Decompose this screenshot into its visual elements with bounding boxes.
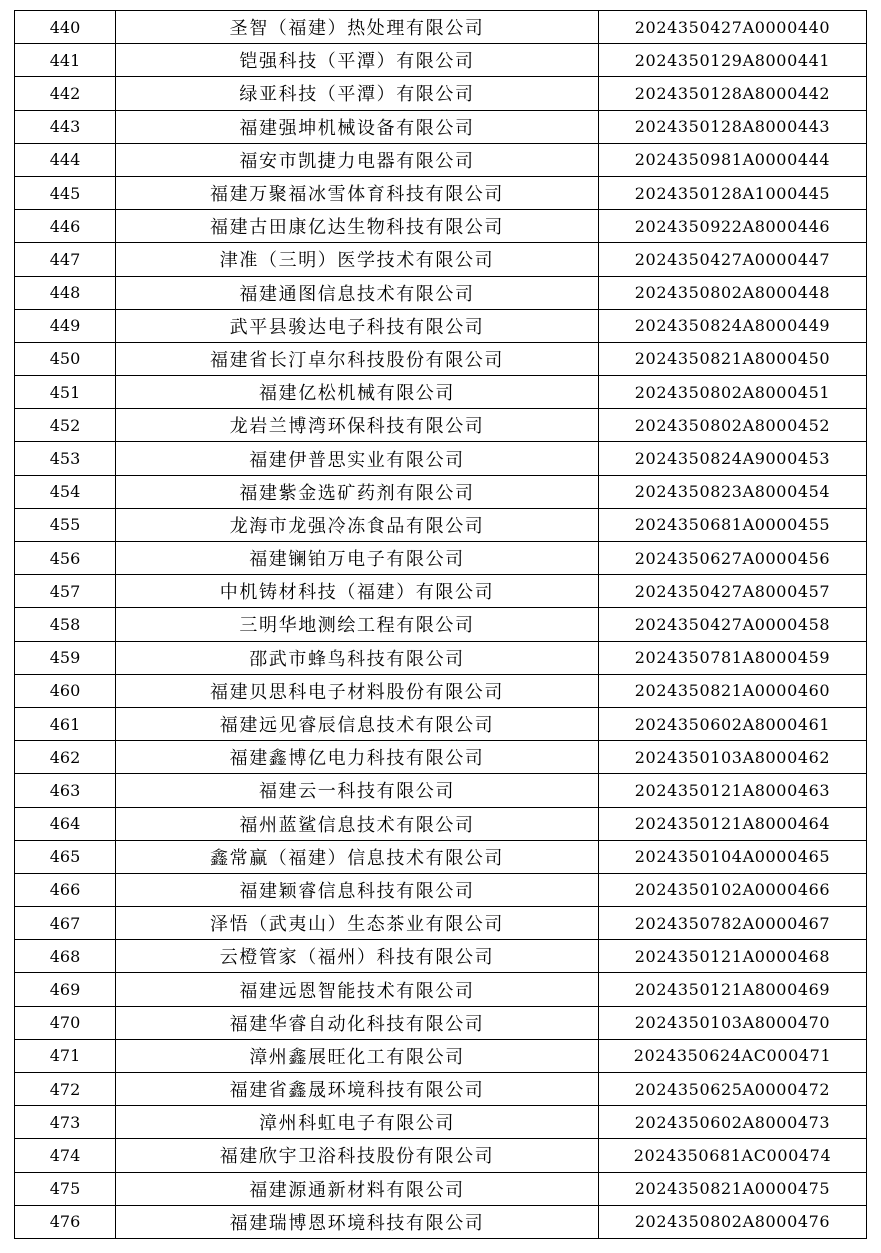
registration-code-cell: 2024350823A8000454 — [599, 475, 867, 508]
serial-number-cell: 457 — [15, 575, 116, 608]
serial-number-cell: 460 — [15, 674, 116, 707]
table-row — [15, 542, 867, 575]
registration-code-cell: 2024350624AC000471 — [599, 1039, 867, 1072]
registration-code-cell: 2024350681A0000455 — [599, 508, 867, 541]
registration-code-cell: 2024350602A8000473 — [599, 1106, 867, 1139]
serial-number-cell: 442 — [15, 77, 116, 110]
serial-number-cell: 445 — [15, 176, 116, 209]
company-name-cell: 福建贝思科电子材料股份有限公司 — [116, 674, 599, 707]
table-row — [15, 210, 867, 243]
table-row — [15, 807, 867, 840]
registration-code-cell: 2024350121A8000464 — [599, 807, 867, 840]
registration-code-cell: 2024350824A9000453 — [599, 442, 867, 475]
serial-number-cell: 448 — [15, 276, 116, 309]
registration-code-cell: 2024350821A0000460 — [599, 674, 867, 707]
company-name-cell: 泽悟（武夷山）生态茶业有限公司 — [116, 907, 599, 940]
serial-number-cell: 449 — [15, 309, 116, 342]
company-name-cell: 武平县骏达电子科技有限公司 — [116, 309, 599, 342]
company-name-cell: 福建伊普思实业有限公司 — [116, 442, 599, 475]
company-name-cell: 福建镧铂万电子有限公司 — [116, 542, 599, 575]
serial-number-cell: 443 — [15, 110, 116, 143]
table-row — [15, 11, 867, 44]
table-row — [15, 110, 867, 143]
table-row — [15, 176, 867, 209]
serial-number-cell: 471 — [15, 1039, 116, 1072]
registration-code-cell: 2024350627A0000456 — [599, 542, 867, 575]
company-name-cell: 鑫常赢（福建）信息技术有限公司 — [116, 840, 599, 873]
serial-number-cell: 461 — [15, 707, 116, 740]
company-name-cell: 福建远恩智能技术有限公司 — [116, 973, 599, 1006]
table-row — [15, 774, 867, 807]
company-name-cell: 福建云一科技有限公司 — [116, 774, 599, 807]
registration-code-cell: 2024350781A8000459 — [599, 641, 867, 674]
company-name-cell: 福建省长汀卓尔科技股份有限公司 — [116, 342, 599, 375]
serial-number-cell: 452 — [15, 409, 116, 442]
table-row — [15, 973, 867, 1006]
serial-number-cell: 447 — [15, 243, 116, 276]
serial-number-cell: 455 — [15, 508, 116, 541]
table-row — [15, 641, 867, 674]
registration-code-cell: 2024350802A8000448 — [599, 276, 867, 309]
serial-number-cell: 453 — [15, 442, 116, 475]
company-name-cell: 漳州鑫展旺化工有限公司 — [116, 1039, 599, 1072]
registration-code-cell: 2024350802A8000452 — [599, 409, 867, 442]
registration-code-cell: 2024350104A0000465 — [599, 840, 867, 873]
registration-code-cell: 2024350128A1000445 — [599, 176, 867, 209]
serial-number-cell: 466 — [15, 873, 116, 906]
serial-number-cell: 459 — [15, 641, 116, 674]
serial-number-cell: 456 — [15, 542, 116, 575]
serial-number-cell: 465 — [15, 840, 116, 873]
company-name-cell: 福建万聚福冰雪体育科技有限公司 — [116, 176, 599, 209]
table-row — [15, 608, 867, 641]
serial-number-cell: 467 — [15, 907, 116, 940]
company-name-cell: 龙岩兰博湾环保科技有限公司 — [116, 409, 599, 442]
registration-code-cell: 2024350602A8000461 — [599, 707, 867, 740]
table-row — [15, 1172, 867, 1205]
registration-code-cell: 2024350427A0000440 — [599, 11, 867, 44]
serial-number-cell: 464 — [15, 807, 116, 840]
registration-code-cell: 2024350427A0000447 — [599, 243, 867, 276]
table-row — [15, 940, 867, 973]
table-row — [15, 409, 867, 442]
company-name-cell: 福州蓝鲨信息技术有限公司 — [116, 807, 599, 840]
registration-code-cell: 2024350427A0000458 — [599, 608, 867, 641]
company-name-cell: 福建亿松机械有限公司 — [116, 376, 599, 409]
table-row — [15, 707, 867, 740]
table-row — [15, 741, 867, 774]
company-name-cell: 福建强坤机械设备有限公司 — [116, 110, 599, 143]
registration-code-cell: 2024350103A8000462 — [599, 741, 867, 774]
table-row — [15, 77, 867, 110]
table-row — [15, 44, 867, 77]
company-name-cell: 福建瑞博恩环境科技有限公司 — [116, 1205, 599, 1238]
registration-code-cell: 2024350427A8000457 — [599, 575, 867, 608]
company-name-cell: 福建欣宇卫浴科技股份有限公司 — [116, 1139, 599, 1172]
serial-number-cell: 454 — [15, 475, 116, 508]
table-row — [15, 342, 867, 375]
company-name-cell: 福建鑫博亿电力科技有限公司 — [116, 741, 599, 774]
registration-code-cell: 2024350821A0000475 — [599, 1172, 867, 1205]
table-row — [15, 1039, 867, 1072]
registration-code-cell: 2024350802A8000476 — [599, 1205, 867, 1238]
company-name-cell: 福建源通新材料有限公司 — [116, 1172, 599, 1205]
table-row — [15, 1073, 867, 1106]
registration-code-cell: 2024350121A8000463 — [599, 774, 867, 807]
registration-code-cell: 2024350821A8000450 — [599, 342, 867, 375]
company-name-cell: 福建颖睿信息科技有限公司 — [116, 873, 599, 906]
table-row — [15, 674, 867, 707]
table-row — [15, 442, 867, 475]
table-row — [15, 873, 867, 906]
registration-code-cell: 2024350128A8000442 — [599, 77, 867, 110]
serial-number-cell: 472 — [15, 1073, 116, 1106]
serial-number-cell: 470 — [15, 1006, 116, 1039]
company-name-cell: 福建通图信息技术有限公司 — [116, 276, 599, 309]
company-name-cell: 云橙管家（福州）科技有限公司 — [116, 940, 599, 973]
company-name-cell: 邵武市蜂鸟科技有限公司 — [116, 641, 599, 674]
table-body — [15, 11, 867, 1239]
table-row — [15, 508, 867, 541]
registration-code-cell: 2024350103A8000470 — [599, 1006, 867, 1039]
registration-code-cell: 2024350129A8000441 — [599, 44, 867, 77]
registration-code-cell: 2024350121A0000468 — [599, 940, 867, 973]
company-name-cell: 福建古田康亿达生物科技有限公司 — [116, 210, 599, 243]
serial-number-cell: 440 — [15, 11, 116, 44]
table-row — [15, 143, 867, 176]
registration-code-cell: 2024350782A0000467 — [599, 907, 867, 940]
serial-number-cell: 476 — [15, 1205, 116, 1238]
registration-code-cell: 2024350128A8000443 — [599, 110, 867, 143]
serial-number-cell: 469 — [15, 973, 116, 1006]
registration-code-cell: 2024350121A8000469 — [599, 973, 867, 1006]
table-row — [15, 907, 867, 940]
company-name-cell: 津准（三明）医学技术有限公司 — [116, 243, 599, 276]
company-name-cell: 三明华地测绘工程有限公司 — [116, 608, 599, 641]
registration-code-cell: 2024350102A0000466 — [599, 873, 867, 906]
registration-code-cell: 2024350824A8000449 — [599, 309, 867, 342]
company-name-cell: 福建远见睿辰信息技术有限公司 — [116, 707, 599, 740]
serial-number-cell: 441 — [15, 44, 116, 77]
table-row — [15, 243, 867, 276]
company-name-cell: 福建省鑫晟环境科技有限公司 — [116, 1073, 599, 1106]
table-row — [15, 1205, 867, 1238]
company-name-cell: 铠强科技（平潭）有限公司 — [116, 44, 599, 77]
table-row — [15, 376, 867, 409]
registration-code-cell: 2024350922A8000446 — [599, 210, 867, 243]
company-name-cell: 福建紫金选矿药剂有限公司 — [116, 475, 599, 508]
table-row — [15, 309, 867, 342]
serial-number-cell: 474 — [15, 1139, 116, 1172]
serial-number-cell: 446 — [15, 210, 116, 243]
registration-code-cell: 2024350625A0000472 — [599, 1073, 867, 1106]
table-row — [15, 1006, 867, 1039]
company-name-cell: 绿亚科技（平潭）有限公司 — [116, 77, 599, 110]
registration-code-cell: 2024350802A8000451 — [599, 376, 867, 409]
table-row — [15, 1106, 867, 1139]
company-name-cell: 龙海市龙强冷冻食品有限公司 — [116, 508, 599, 541]
table-row — [15, 276, 867, 309]
registration-code-cell: 2024350681AC000474 — [599, 1139, 867, 1172]
company-name-cell: 圣智（福建）热处理有限公司 — [116, 11, 599, 44]
company-name-cell: 福安市凯捷力电器有限公司 — [116, 143, 599, 176]
table-row — [15, 475, 867, 508]
table-row — [15, 575, 867, 608]
registration-code-cell: 2024350981A0000444 — [599, 143, 867, 176]
company-name-cell: 福建华睿自动化科技有限公司 — [116, 1006, 599, 1039]
serial-number-cell: 444 — [15, 143, 116, 176]
serial-number-cell: 450 — [15, 342, 116, 375]
table-row — [15, 840, 867, 873]
company-name-cell: 漳州科虹电子有限公司 — [116, 1106, 599, 1139]
company-list-table — [14, 10, 867, 1239]
serial-number-cell: 473 — [15, 1106, 116, 1139]
table-row — [15, 1139, 867, 1172]
serial-number-cell: 463 — [15, 774, 116, 807]
serial-number-cell: 451 — [15, 376, 116, 409]
serial-number-cell: 458 — [15, 608, 116, 641]
company-name-cell: 中机铸材科技（福建）有限公司 — [116, 575, 599, 608]
serial-number-cell: 475 — [15, 1172, 116, 1205]
serial-number-cell: 462 — [15, 741, 116, 774]
serial-number-cell: 468 — [15, 940, 116, 973]
